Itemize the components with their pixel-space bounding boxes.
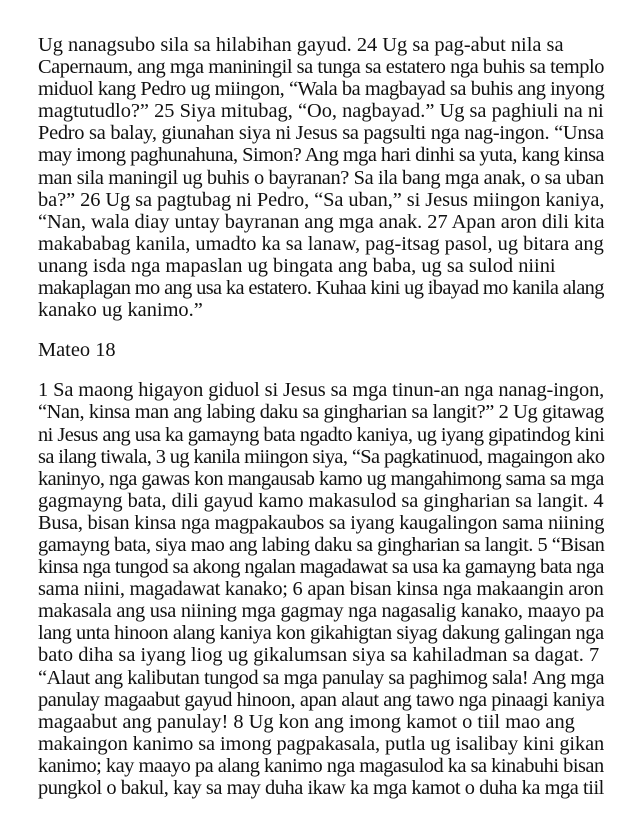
text-line: pungkol o bakul, kay sa may duha ikaw ka mga kamot o duha ka mga tiil bbox=[38, 777, 604, 799]
text-line: gagmayng bata, dili gayud kamo makasulod sa gingharian sa langit. 4 bbox=[38, 489, 604, 512]
text-line: lang unta hinoon alang kaniya kon gikahigtan siyag dakung galingan nga bbox=[38, 622, 604, 645]
text-line: sa ilang tiwala, 3 ug kanila miingon siya, “Sa pagkatinuod, magaingon ako bbox=[38, 445, 605, 468]
text-line: makababag kanila, umadto ka sa lanaw, pag-itsag pasol, ug bitara ang bbox=[38, 232, 604, 255]
chapter-heading bbox=[38, 339, 604, 361]
text-line: bato diha sa iyang liog ug gikalumsan siya sa kahiladman sa dagat. 7 bbox=[38, 644, 600, 667]
text-line: man sila maningil ug buhis o bayranan? Sa ila bang mga anak, o sa uban bbox=[38, 166, 604, 189]
text-line: makaplagan mo ang usa ka estatero. Kuhaa kini ug ibayad mo kanila alang bbox=[38, 277, 604, 300]
text-line: 1 Sa maong higayon giduol si Jesus sa mga tinun-an nga nanag-ingon, bbox=[38, 379, 605, 402]
text-line: magaabut ang panulay! 8 Ug kon ang imong kamot o tiil mao ang bbox=[38, 710, 575, 733]
text-line: “Nan, wala diay untay bayranan ang mga anak. 27 Apan aron dili kita bbox=[38, 210, 605, 233]
text-line: Pedro sa balay, giunahan siya ni Jesus sa pagsulti nga nag-ingon. “Unsa bbox=[38, 122, 604, 145]
text-line: ba?” 26 Ug sa pagtubag ni Pedro, “Sa uban,” si Jesus miingon kaniya, bbox=[38, 188, 605, 211]
text-line: Busa, bisan kinsa nga magpakaubos sa iyang kaugalingon sama niining bbox=[38, 511, 605, 534]
text-line: sama niini, magadawat kanako; 6 apan bisan kinsa nga makaangin aron bbox=[38, 578, 604, 601]
chapter-title: Mateo 18 bbox=[38, 339, 116, 362]
text-line: makaingon kanimo sa imong pagpakasala, putla ug isalibay kini gikan bbox=[38, 732, 605, 755]
document-page bbox=[38, 34, 604, 799]
text-line: Capernaum, ang mga maniningil sa tunga sa estatero nga buhis sa templo bbox=[38, 56, 604, 79]
text-line: may imong paghunahuna, Simon? Ang mga hari dinhi sa yuta, kang kinsa bbox=[38, 144, 605, 167]
text-line: “Alaut ang kalibutan tungod sa mga panulay sa paghimog sala! Ang mga bbox=[38, 666, 605, 689]
text-line: “Nan, kinsa man ang labing daku sa gingharian sa langit?” 2 Ug gitawag bbox=[38, 401, 604, 424]
text-line: gamayng bata, siya mao ang labing daku sa gingharian sa langit. 5 “Bisan bbox=[38, 533, 605, 556]
text-line: unang isda nga mapaslan ug bingata ang baba, ug sa sulod niini bbox=[38, 254, 556, 277]
text-line: miduol kang Pedro ug miingon, “Wala ba magbayad sa buhis ang inyong bbox=[38, 78, 605, 101]
paragraph-verses-1-8 bbox=[38, 379, 604, 799]
text-line: kaninyo, nga gawas kon mangausab kamo ug mangahimong sama sa mga bbox=[38, 467, 604, 490]
paragraph-verses-23-27 bbox=[38, 34, 604, 321]
text-line: ni Jesus ang usa ka gamayng bata ngadto kaniya, ug iyang gipatindog kini bbox=[38, 423, 605, 446]
text-line: magtutudlo?” 25 Siya mitubag, “Oo, nagbayad.” Ug sa paghiuli na ni bbox=[38, 100, 604, 123]
text-line: Ug nanagsubo sila sa hilabihan gayud. 24 Ug sa pag-abut nila sa bbox=[38, 34, 564, 56]
text-line: kinsa nga tungod sa akong ngalan magadawat sa usa ka gamayng bata nga bbox=[38, 556, 604, 579]
text-line: kanimo; kay maayo pa alang kanimo nga magasulod ka sa kinabuhi bisan bbox=[38, 754, 604, 777]
text-line: makasala ang usa niining mga gagmay nga nagasalig kanako, maayo pa bbox=[38, 600, 604, 623]
text-line: kanako ug kanimo.” bbox=[38, 299, 203, 322]
text-line: panulay magaabut gayud hinoon, apan alaut ang tawo nga pinaagi kaniya bbox=[38, 688, 605, 711]
